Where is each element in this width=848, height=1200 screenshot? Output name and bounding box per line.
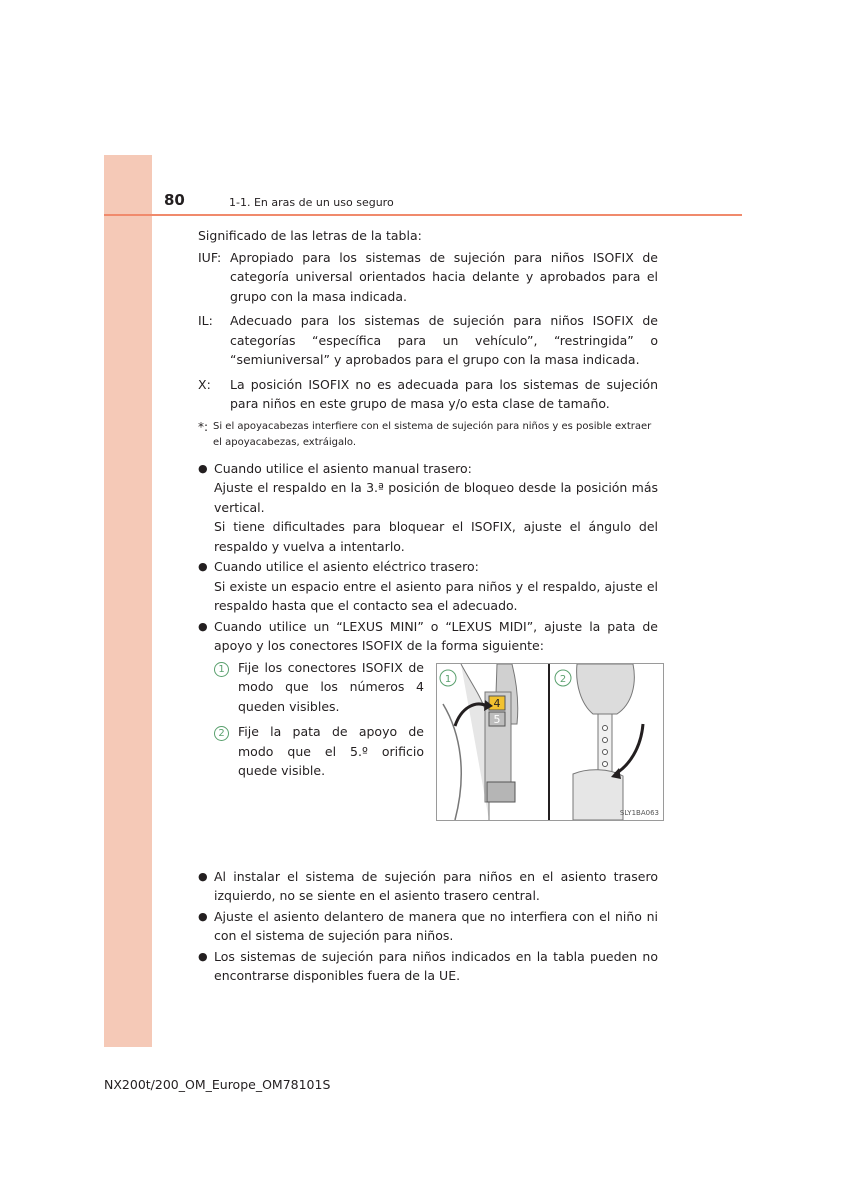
bullet-line: Cuando utilice el asiento eléctrico trasero: xyxy=(214,559,479,574)
isofix-illustration xyxy=(436,663,664,821)
page-content xyxy=(198,226,658,987)
bullet-after-2 xyxy=(198,907,658,946)
bullet-line: Si tiene dificultades para bloquear el ISOFIX, ajuste el ángulo del respaldo y vuelva a intentarlo. xyxy=(214,519,658,554)
step-text: Fije la pata de apoyo de modo que el 5.º orificio quede visible. xyxy=(238,724,424,778)
intro-text: Significado de las letras de la tabla: xyxy=(198,228,422,243)
footer-code: NX200t/200_OM_Europe_OM78101S xyxy=(104,1077,331,1092)
bullet-icon: ● xyxy=(198,619,208,633)
page-number: 80 xyxy=(164,191,185,209)
digit-5: 5 xyxy=(493,713,501,726)
bullet-icon: ● xyxy=(198,949,208,963)
bullet-icon: ● xyxy=(198,909,208,923)
bullet-line: Ajuste el asiento delantero de manera que no interfiera con el niño ni con el sistema de sujeción para niños. xyxy=(214,908,658,943)
bullet-line: Los sistemas de sujeción para niños indicados en la tabla pueden no encontrarse disponibles fuera de la UE. xyxy=(214,948,658,983)
arrow-right-icon xyxy=(615,724,643,774)
step-item xyxy=(214,658,424,717)
definition-text: La posición ISOFIX no es adecuada para los sistemas de sujeción para niños en este grupo de masa y/o esta clase de tamaño. xyxy=(230,376,658,411)
bullet-icon: ● xyxy=(198,560,208,573)
leg-hole xyxy=(603,738,608,743)
bullet-line: Cuando utilice un “LEXUS MINI” o “LEXUS MIDI”, ajuste la pata de apoyo y los conectores ISOFIX de la forma siguiente: xyxy=(214,618,658,653)
digit-4: 4 xyxy=(493,697,501,710)
step-number-icon: 2 xyxy=(214,722,238,781)
step-number-icon: 1 xyxy=(214,658,238,717)
support-base xyxy=(577,664,635,714)
definition-text: Apropiado para los sistemas de sujeción para niños ISOFIX de categoría universal orientados hacia delante y aprobados para el grupo con la masa indicada. xyxy=(230,249,658,304)
definition-key: X: xyxy=(198,376,211,392)
bullet-lexus-mini-midi xyxy=(198,617,658,656)
figure-code: SLY1BA063 xyxy=(619,809,659,817)
header-rule xyxy=(104,214,742,216)
definition-key: IUF: xyxy=(198,249,222,265)
section-title: 1-1. En aras de un uso seguro xyxy=(229,196,394,209)
bullet-electric-seat xyxy=(198,557,658,616)
leg-hole xyxy=(603,726,608,731)
definition-x xyxy=(198,375,658,414)
definition-il xyxy=(198,311,658,370)
leg-hole xyxy=(603,750,608,755)
bullet-icon: ● xyxy=(198,461,208,475)
bullet-icon: ● xyxy=(198,869,208,883)
bullet-manual-seat xyxy=(198,459,658,557)
seat-outline xyxy=(443,704,461,820)
definition-key: IL: xyxy=(198,313,213,328)
bullet-line: Al instalar el sistema de sujeción para niños en el asiento trasero izquierdo, no se siente en el asiento trasero central. xyxy=(214,868,658,903)
footnote-mark: *: xyxy=(198,419,209,434)
side-band xyxy=(104,155,152,1047)
bullet-after-1 xyxy=(198,867,658,906)
bullet-after-3 xyxy=(198,947,658,986)
connector-latch xyxy=(487,782,515,802)
leg-hole xyxy=(603,762,608,767)
footnote xyxy=(198,419,658,451)
step-text: Fije los conectores ISOFIX de modo que los números 4 queden visibles. xyxy=(238,659,424,714)
bullet-line: Ajuste el respaldo en la 3.ª posición de bloqueo desde la posición más vertical. xyxy=(214,480,658,515)
bullet-line: Si existe un espacio entre el asiento para niños y el respaldo, ajuste el respaldo hasta que el contacto sea el adecuado. xyxy=(214,578,658,613)
definition-iuf xyxy=(198,248,658,307)
label-1: 1 xyxy=(444,674,452,685)
bullet-line: Cuando utilice el asiento manual trasero: xyxy=(214,460,472,476)
step-list xyxy=(214,658,424,787)
definition-text: Adecuado para los sistemas de sujeción para niños ISOFIX de categorías “específica para un vehículo”, “restringida” o “semiuniversal” y aprobados para el grupo con la masa indicada. xyxy=(230,313,658,367)
label-2: 2 xyxy=(559,674,567,685)
footnote-text: Si el apoyacabezas interfiere con el sistema de sujeción para niños y es posible extraer el apoyacabezas, extráigalo. xyxy=(213,420,652,448)
isofix-illustration-svg xyxy=(437,664,663,820)
step-item xyxy=(214,722,424,781)
